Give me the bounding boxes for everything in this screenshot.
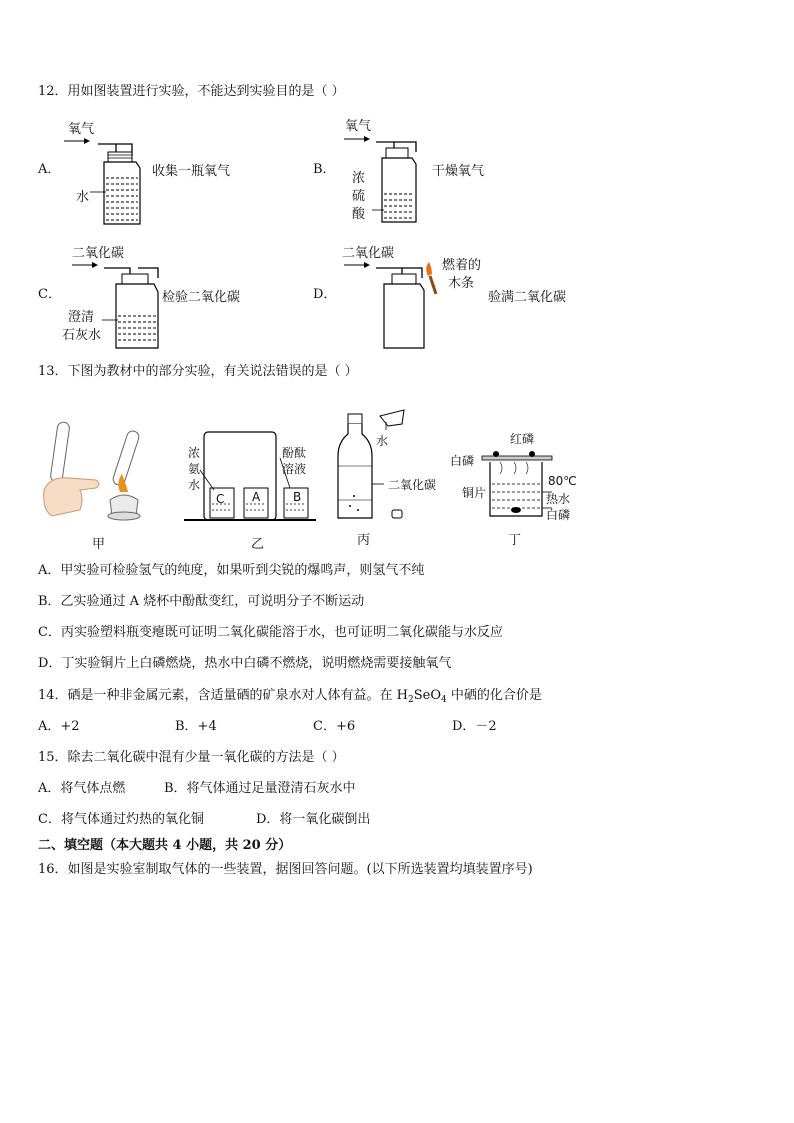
q15-stem: 15．除去二氧化碳中混有少量一氧化碳的方法是（ ）: [38, 750, 345, 765]
q14-mid: SeO: [413, 688, 442, 703]
q15-option-d: D．将一氧化碳倒出: [256, 812, 371, 827]
q12-d-purpose: 验满二氧化碳: [488, 290, 567, 305]
q14-option-a: A．+2: [38, 719, 80, 734]
q12-d-gas-label: 二氧化碳: [342, 246, 395, 261]
q12-d-stick-2: 木条: [448, 276, 475, 291]
q13-fig-bing: [330, 400, 420, 525]
q14-option-c: C．+6: [313, 719, 356, 734]
q15-option-b: B．将气体通过足量澄清石灰水中: [164, 781, 356, 796]
q12-d-apparatus: [336, 254, 466, 364]
q12-c-apparatus: [64, 254, 174, 354]
q13-yi-ammonia-3: 水: [188, 478, 201, 492]
q13-yi-phenol-1: 酚酞: [282, 446, 307, 460]
q13-option-b: B．乙实验通过 A 烧杯中酚酞变红，可说明分子不断运动: [38, 594, 365, 609]
q12-a-apparatus: [60, 130, 160, 240]
q13-ding-white-p-bottom: 白磷: [546, 508, 571, 522]
q13-ding-temp: 80℃: [548, 474, 577, 488]
q13-yi-phenol-2: 溶液: [282, 462, 307, 476]
q13-fig-bing-caption: 丙: [357, 533, 371, 548]
q13-ding-copper: 铜片: [462, 486, 487, 500]
q12-option-b-letter: B．: [313, 162, 336, 177]
q13-yi-beaker-b: B: [293, 490, 302, 504]
q14-stem-pre: 14．硒是一种非金属元素，含适量硒的矿泉水对人体有益。在 H: [38, 688, 409, 703]
q15-option-c: C．将气体通过灼热的氧化铜: [38, 812, 204, 827]
q15-option-a: A．将气体点燃: [38, 781, 126, 796]
q14-option-b: B．+4: [175, 719, 217, 734]
q13-fig-jia: [40, 420, 160, 540]
q13-stem: 13．下图为教材中的部分实验，有关说法错误的是（ ）: [38, 364, 358, 379]
q14-option-d: D．－2: [452, 719, 497, 734]
q12-c-liquid-1: 澄清: [68, 310, 95, 325]
q16-stem: 16．如图是实验室制取气体的一些装置，据图回答问题。(以下所选装置均填装置序号): [38, 862, 533, 877]
q14-sub2: 4: [441, 695, 447, 705]
q13-ding-white-p-top: 白磷: [450, 454, 475, 468]
q13-yi-ammonia-2: 氨: [188, 462, 201, 476]
q12-b-liquid-1: 浓: [352, 171, 366, 186]
q13-bing-gas: 二氧化碳: [388, 478, 437, 492]
q12-c-liquid-2: 石灰水: [62, 328, 102, 343]
q14-stem-post: 中硒的化合价是: [446, 688, 542, 703]
q12-d-stick-1: 燃着的: [442, 258, 482, 273]
q12-option-c-letter: C．: [38, 287, 61, 302]
q12-b-gas-label: 氧气: [345, 119, 372, 134]
q13-option-d: D．丁实验铜片上白磷燃烧，热水中白磷不燃烧，说明燃烧需要接触氧气: [38, 656, 452, 671]
q13-ding-red-p: 红磷: [510, 432, 535, 446]
q12-a-purpose: 收集一瓶氧气: [152, 164, 231, 179]
q13-fig-yi: [180, 428, 320, 528]
q12-a-gas-label: 氧气: [68, 122, 95, 137]
q12-c-gas-label: 二氧化碳: [72, 246, 125, 261]
q13-yi-ammonia-1: 浓: [188, 446, 201, 460]
q13-bing-water: 水: [376, 434, 389, 448]
q12-b-apparatus: [336, 128, 436, 238]
q12-b-purpose: 干燥氧气: [432, 164, 485, 179]
q12-b-liquid-3: 酸: [352, 207, 366, 222]
q13-fig-yi-caption: 乙: [251, 537, 265, 552]
q13-fig-jia-caption: 甲: [92, 537, 106, 552]
q12-c-purpose: 检验二氧化碳: [162, 290, 241, 305]
q12-option-d-letter: D．: [313, 287, 337, 302]
q13-option-a: A．甲实验可检验氢气的纯度，如果听到尖锐的爆鸣声，则氢气不纯: [38, 563, 425, 578]
q14-sub1: 2: [408, 695, 414, 705]
q13-yi-beaker-a: A: [252, 490, 261, 504]
q13-option-c: C．丙实验塑料瓶变瘪既可证明二氧化碳能溶于水，也可证明二氧化碳能与水反应: [38, 625, 503, 640]
q12-option-a-letter: A．: [38, 162, 61, 177]
q13-fig-ding-caption: 丁: [508, 533, 522, 548]
q13-ding-hot-water: 热水: [546, 492, 571, 506]
section-2-heading: 二、填空题（本大题共 4 小题，共 20 分）: [38, 838, 292, 853]
q12-stem: 12．用如图装置进行实验，不能达到实验目的是（ ）: [38, 84, 345, 99]
q13-yi-beaker-c: C: [216, 492, 225, 506]
q12-b-liquid-2: 硫: [352, 189, 366, 204]
q14-stem: [38, 688, 542, 708]
q12-a-liquid-label: 水: [76, 190, 90, 205]
